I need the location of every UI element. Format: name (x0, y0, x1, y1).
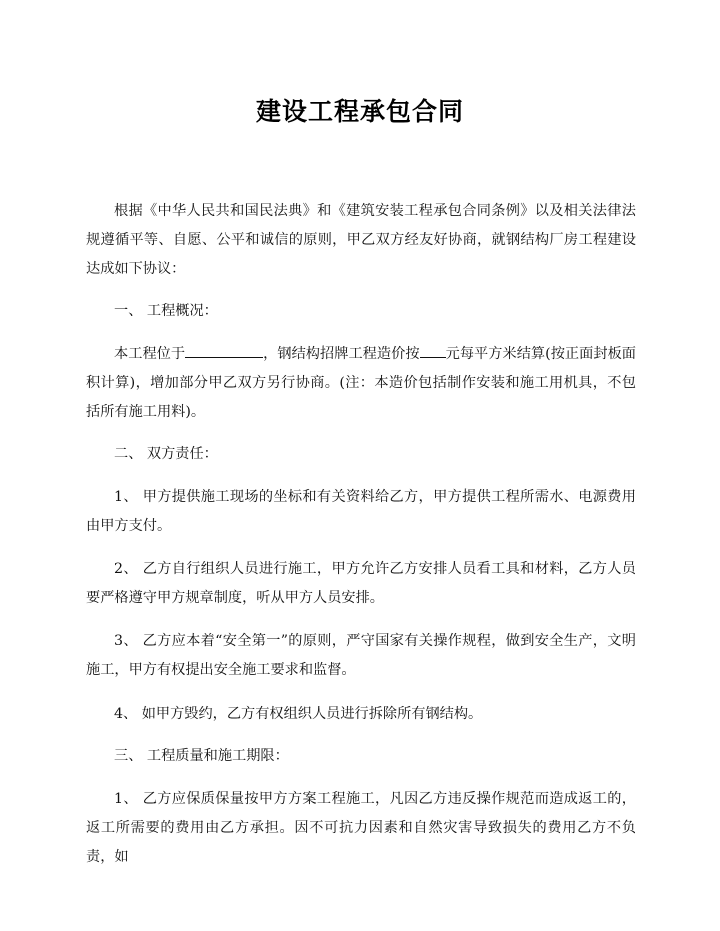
section-2-item-4: 4、 如甲方毁约，乙方有权组织人员进行拆除所有钢结构。 (114, 706, 483, 722)
section-2-item-2: 2、 乙方自行组织人员进行施工，甲方允许乙方安排人员看工具和材料，乙方人员要严格遵守甲方规章制度，听从甲方人员安排。 (86, 561, 636, 606)
document-title: 建设工程承包合同 (255, 97, 464, 126)
section-1-body (86, 340, 636, 427)
section-1-text-b: ，钢结构招牌工程造价按 (263, 346, 420, 362)
section-3-item-1: 1、 乙方应保质保量按甲方方案工程施工，凡因乙方违反操作规范而造成返工的，返工所需要的费用由乙方承担。因不可抗力因素和自然灾害导致损失的费用乙方不负责，如 (86, 791, 636, 865)
section-1-text-a: 本工程位于 (114, 346, 186, 362)
location-blank (185, 343, 263, 358)
section-1-heading: 一、 工程概况： (114, 303, 218, 319)
preamble-paragraph: 根据《中华人民共和国民法典》和《建筑安装工程承包合同条例》以及相关法律法规遵循平等、自愿、公平和诚信的原则，甲乙双方经友好协商，就钢结构厂房工程建设达成如下协议： (86, 203, 636, 277)
section-1-text-c: 元每平方米结算(按正面封板面积计算)，增加部分甲乙双方另行协商。(注：本造价包括制作安装和施工用机具，不包括所有施工用料)。 (86, 346, 636, 420)
section-2-heading: 二、 双方责任： (114, 446, 218, 462)
section-2-item-3: 3、 乙方应本着“安全第一”的原则，严守国家有关操作规程，做到安全生产，文明施工，甲方有权提出安全施工要求和监督。 (86, 633, 636, 678)
section-3-heading: 三、 工程质量和施工期限： (114, 748, 289, 764)
price-blank (420, 343, 446, 358)
section-2-item-1: 1、 甲方提供施工现场的坐标和有关资料给乙方，甲方提供工程所需水、电源费用由甲方支付。 (86, 489, 636, 534)
